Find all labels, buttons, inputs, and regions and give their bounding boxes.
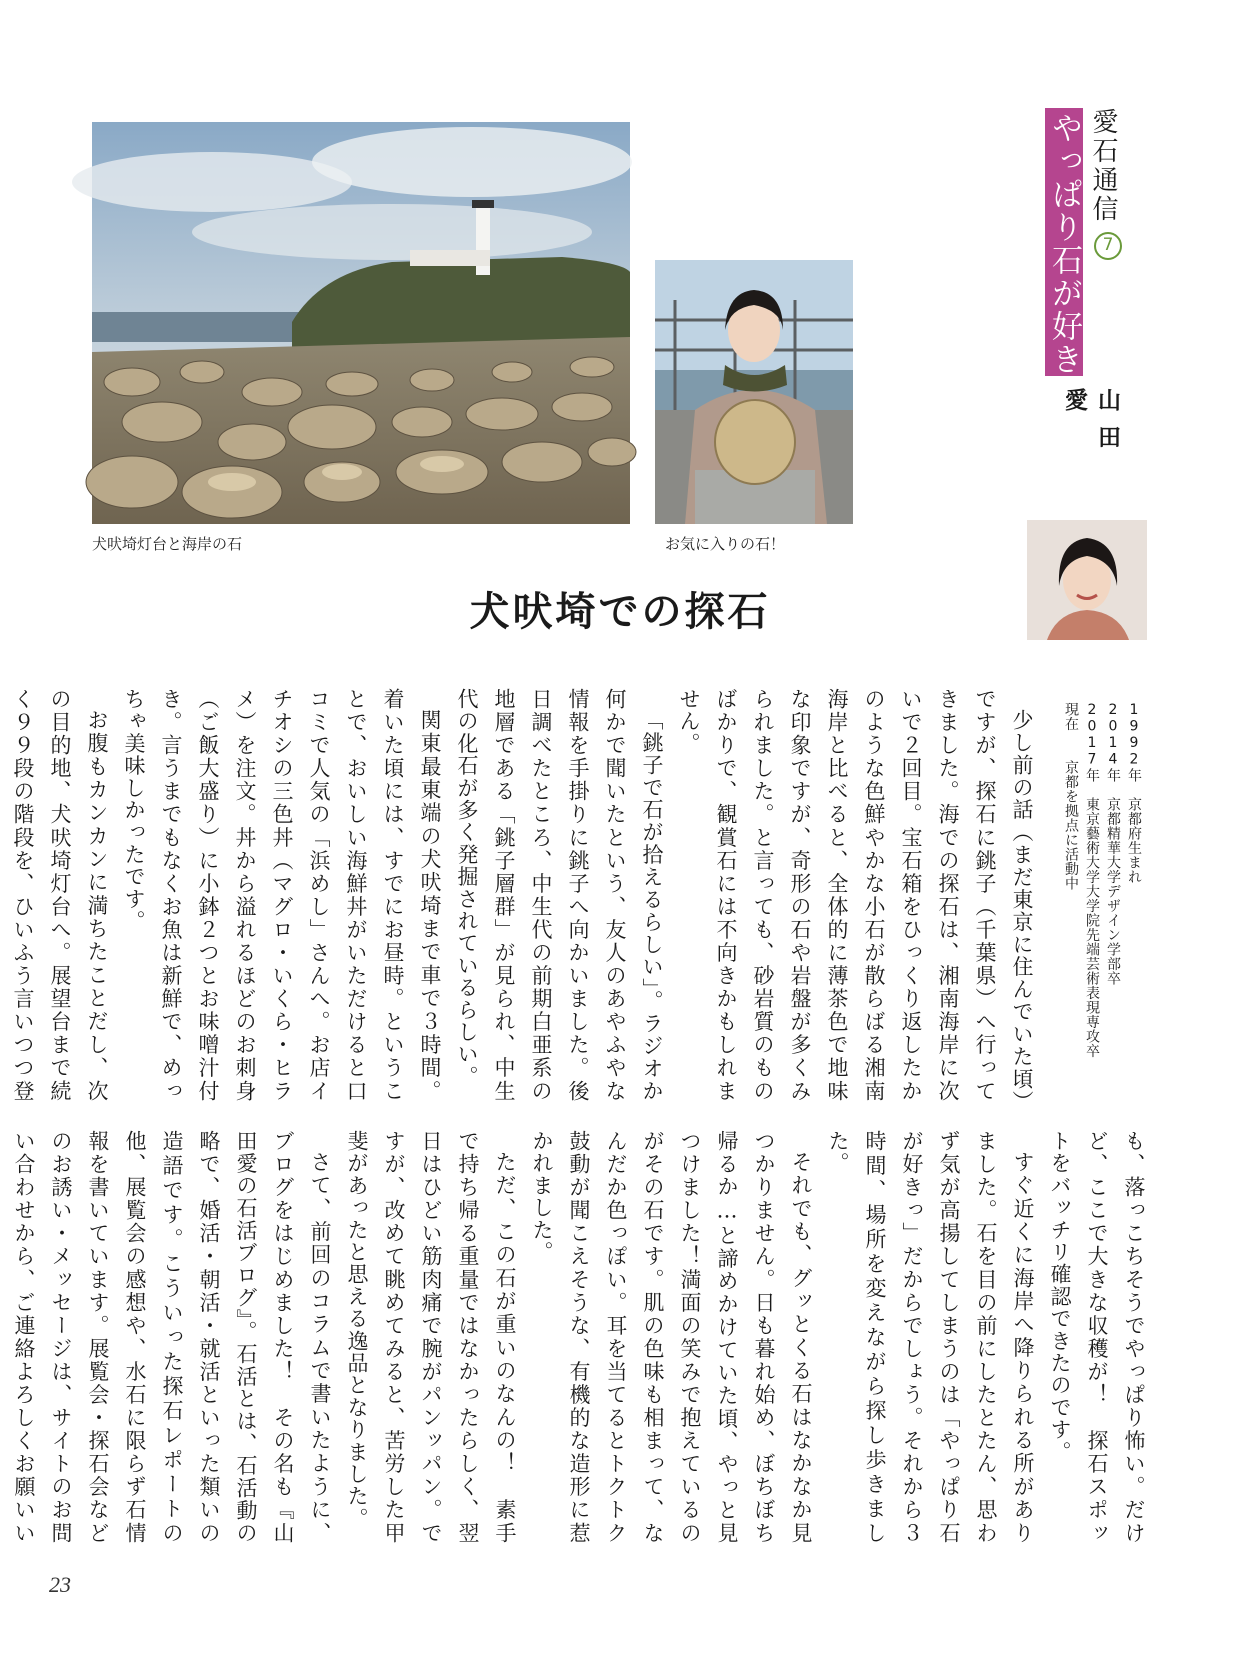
series-label-text: 愛石通信 [1088, 108, 1118, 224]
lighthouse-caption: 犬吠埼灯台と海岸の石 [92, 535, 243, 553]
lighthouse-photo-graphic [92, 122, 630, 524]
paragraph: さて、前回のコラムで書いたように、ブログをはじめました！ その名も『山田愛の石活ブログ』。石活とは、石活動の略で、婚活・朝活・就活といった類いの造語です。こういった探石レポートの他、展覧会の感想や、水石に限らず石情報を書いています。展覧会・探石会などのお誘い・メッセージは、サイトのお問い合わせから、ご連絡よろしくお願いい [12, 1130, 332, 1544]
bio-line-4: 現在 京都を拠点に活動中 [1063, 702, 1079, 891]
paragraph: すぐ近くに海岸へ降りられる所がありました。石を目の前にしたとたん、思わず気が高揚してしまうのは「やっぱり石が好きっ」だからでしょう。それから３時間、場所を変えながら探し歩きました。 [826, 1130, 1035, 1544]
article-body-lower [12, 1130, 1152, 1544]
author-name: 山田 愛 [1061, 388, 1121, 462]
favorite-stone-photo [655, 260, 853, 524]
series-number-badge: 7 [1094, 232, 1122, 260]
paragraph: それでも、グッとくる石はなかなか見つかりません。日も暮れ始め、ぼちぼち帰るか…と諦めかけていた頃、やっと見つけました！満面の笑みで抱えているのがその石です。肌の色味も相まって、なんだか色っぽい。耳を当てるとトクトク鼓動が聞こえそうな、有機的な造形に惹かれました。 [530, 1130, 813, 1544]
bio-line-2: 2014年 京都精華大学デザイン学部卒 [1105, 702, 1121, 986]
bio-line-1: 1992年 京都府生まれ [1126, 702, 1142, 884]
article-title: 犬吠埼での探石 [469, 588, 771, 635]
paragraph: 関東最東端の犬吠埼まで車で３時間。着いた頃には、すでにお昼時。ということで、おいしい海鮮丼がいただけると口コミで人気の「浜めし」さんへ。お店イチオシの三色丼（マグロ・いくら・ヒラメ）を注文。丼から溢れるほどのお刺身（ご飯大盛り）に小鉢２つとお味噌汁付き。言うまでもなくお魚は新鮮で、めっちゃ美味しかったです。 [122, 688, 442, 1102]
favorite-stone-caption: お気に入りの石！ [665, 535, 786, 553]
article-body-upper [11, 688, 1040, 1102]
paragraph: も、落っこちそうでやっぱり怖い。だけど、ここで大きな収穫が！ 探石スポットをバッチリ確認できたのです。 [1048, 1130, 1146, 1544]
paragraph: お腹もカンカンに満ちたことだし、次の目的地、犬吠埼灯台へ。展望台まで続く９９段の階段を、ひいふう言いつつ登 [11, 688, 109, 1102]
series-label [1085, 108, 1122, 408]
column-banner: やっぱり石が好きっ [1045, 108, 1083, 376]
page-number: 23 [49, 1572, 71, 1597]
paragraph: 少し前の話（まだ東京に住んでいた頃）ですが、探石に銚子（千葉県）へ行ってきました。海での探石は、湘南海岸に次いで２回目。宝石箱をひっくり返したかのような色鮮やかな小石が散らばる湘南海岸と比べると、全体的に薄茶色で地味な印象ですが、奇形の石や岩盤が多くみられました。と言っても、砂岩質のものばかりで、観賞石には不向きかもしれません。 [677, 688, 1034, 1102]
paragraph: 「銚子で石が拾えるらしい」。ラジオか何かで聞いたという、友人のあやふやな情報を手掛りに銚子へ向かいました。後日調べたところ、中生代の前期白亜系の地層である「銚子層群」が見られ、中生代の化石が多く発掘されているらしい。 [455, 688, 664, 1102]
favorite-stone-photo-graphic [655, 260, 853, 524]
lighthouse-photo [92, 122, 630, 524]
bio-line-3: 2017年 東京藝術大学大学院先端芸術表現専攻卒 [1084, 702, 1100, 1058]
paragraph: ただ、この石が重いのなんの！ 素手で持ち帰る重量ではなかったらしく、翌日はひどい筋肉痛で腕がパンッパン。ですが、改めて眺めてみると、苦労した甲斐があったと思える逸品となりました。 [345, 1130, 517, 1544]
